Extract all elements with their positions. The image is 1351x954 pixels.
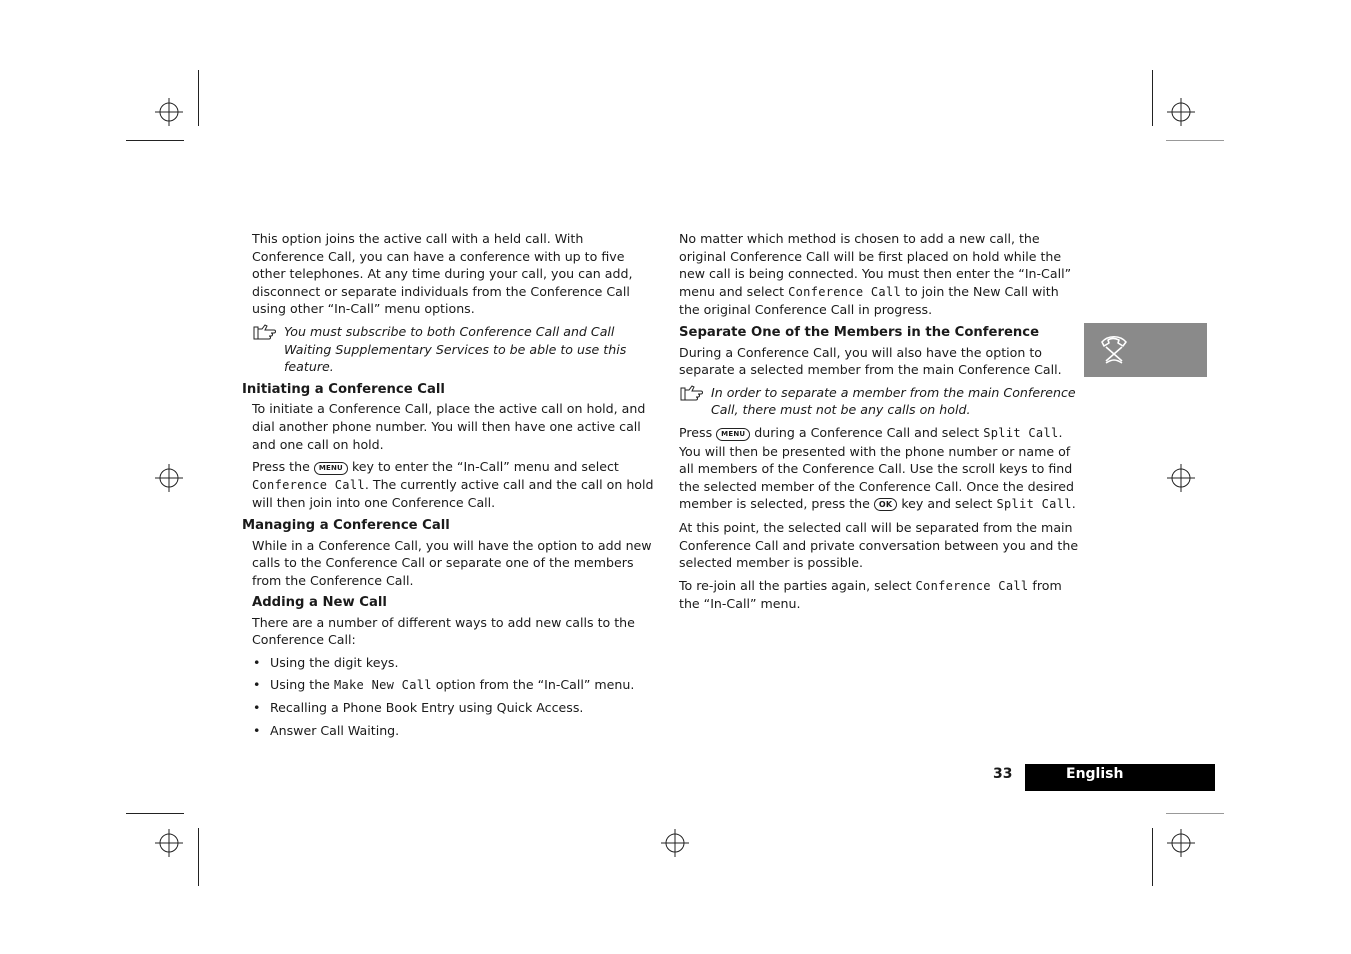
crop-mark (1166, 140, 1224, 141)
separate-note-text: In order to separate a member from the main Conference Call, there must not be any calls on hold. (711, 384, 1076, 418)
crop-mark (1166, 813, 1224, 814)
menu-key-icon: MENU (314, 462, 348, 475)
list-item: • Answer Call Waiting. (252, 722, 654, 740)
menu-option-split-call: Split Call (983, 425, 1059, 440)
heading-managing: Managing a Conference Call (242, 517, 450, 533)
separate-note (679, 384, 1081, 419)
registration-mark-icon (1167, 829, 1195, 857)
crop-mark (1152, 828, 1153, 886)
registration-mark-icon (661, 829, 689, 857)
crop-mark (126, 140, 184, 141)
ok-key-icon: OK (874, 498, 897, 511)
list-item: • Recalling a Phone Book Entry using Quick Access. (252, 699, 654, 717)
initiating-press-paragraph: Press the MENU key to enter the “In-Call” menu and select Conference Call. The currently active call and the call on hold will then join into one Conference Call. (252, 459, 654, 511)
split-call-paragraph: Press MENU during a Conference Call and select Split Call. You will then be presented with the phone number or name of all members of the Conference Call. Use the scroll keys to find the selected member of the Conference Call. Once the desired member is selected, press the OK key and select Split Call. (679, 424, 1076, 512)
subscription-note-text: You must subscribe to both Conference Call and Call Waiting Supplementary Services to be able to use this feature. (284, 323, 627, 375)
list-item: • Using the Make New Call option from the “In-Call” menu. (252, 676, 654, 695)
rejoin-paragraph: To re-join all the parties again, select Conference Call from the “In-Call” menu. (679, 577, 1062, 612)
heading-separate: Separate One of the Members in the Conference (679, 324, 1040, 340)
menu-option-split-call: Split Call (996, 497, 1072, 512)
registration-mark-icon (155, 829, 183, 857)
crop-mark (126, 813, 184, 814)
separated-paragraph: At this point, the selected call will be separated from the main Conference Call and private conversation between you and the selected member is possible. (679, 519, 1079, 571)
language-label: English (1025, 764, 1215, 791)
registration-mark-icon (155, 464, 183, 492)
hold-paragraph: No matter which method is chosen to add a new call, the original Conference Call will be first placed on hold while the new call is being connected. You must then enter the “In-Call” menu and select Conference Call to join the New Call with the original Conference Call in progress. (679, 231, 1072, 318)
menu-option-conference-call: Conference Call (788, 284, 901, 299)
initiating-paragraph: To initiate a Conference Call, place the active call on hold, and dial another phone number. You will then have one active call and one call on hold. (252, 401, 646, 452)
left-column (242, 230, 654, 744)
menu-option-make-new-call: Make New Call (333, 678, 432, 693)
page-number: 33 (993, 766, 1013, 782)
crop-mark (198, 70, 199, 126)
intro-paragraph: This option joins the active call with a held call. With Conference Call, you can have a conference with up to five other telephones. At any time during your call, you can add, disconnect or separate individuals from the Conference Call using other “In-Call” menu options. (252, 231, 633, 317)
section-tab (1084, 323, 1207, 377)
pointing-hand-icon (679, 384, 711, 402)
phone-handset-icon (1096, 333, 1132, 365)
registration-mark-icon (1167, 98, 1195, 126)
menu-option-conference-call: Conference Call (915, 578, 1029, 593)
heading-adding: Adding a New Call (252, 595, 387, 611)
menu-option-conference-call: Conference Call (252, 477, 365, 492)
crop-mark (1152, 70, 1153, 126)
pointing-hand-icon (252, 323, 284, 341)
right-column (679, 230, 1081, 618)
registration-mark-icon (1167, 464, 1195, 492)
adding-paragraph: There are a number of different ways to add new calls to the Conference Call: (252, 614, 635, 648)
subscription-note (252, 323, 654, 376)
heading-initiating: Initiating a Conference Call (242, 381, 445, 397)
list-item: • Using the digit keys. (252, 654, 654, 672)
managing-paragraph: While in a Conference Call, you will have the option to add new calls to the Conference Call or separate one of the members from the Conference Call. (252, 537, 652, 588)
registration-mark-icon (155, 98, 183, 126)
separate-paragraph: During a Conference Call, you will also have the option to separate a selected member from the main Conference Call. (679, 344, 1062, 378)
menu-key-icon: MENU (716, 428, 750, 441)
crop-mark (198, 828, 199, 886)
adding-methods-list (252, 654, 654, 739)
